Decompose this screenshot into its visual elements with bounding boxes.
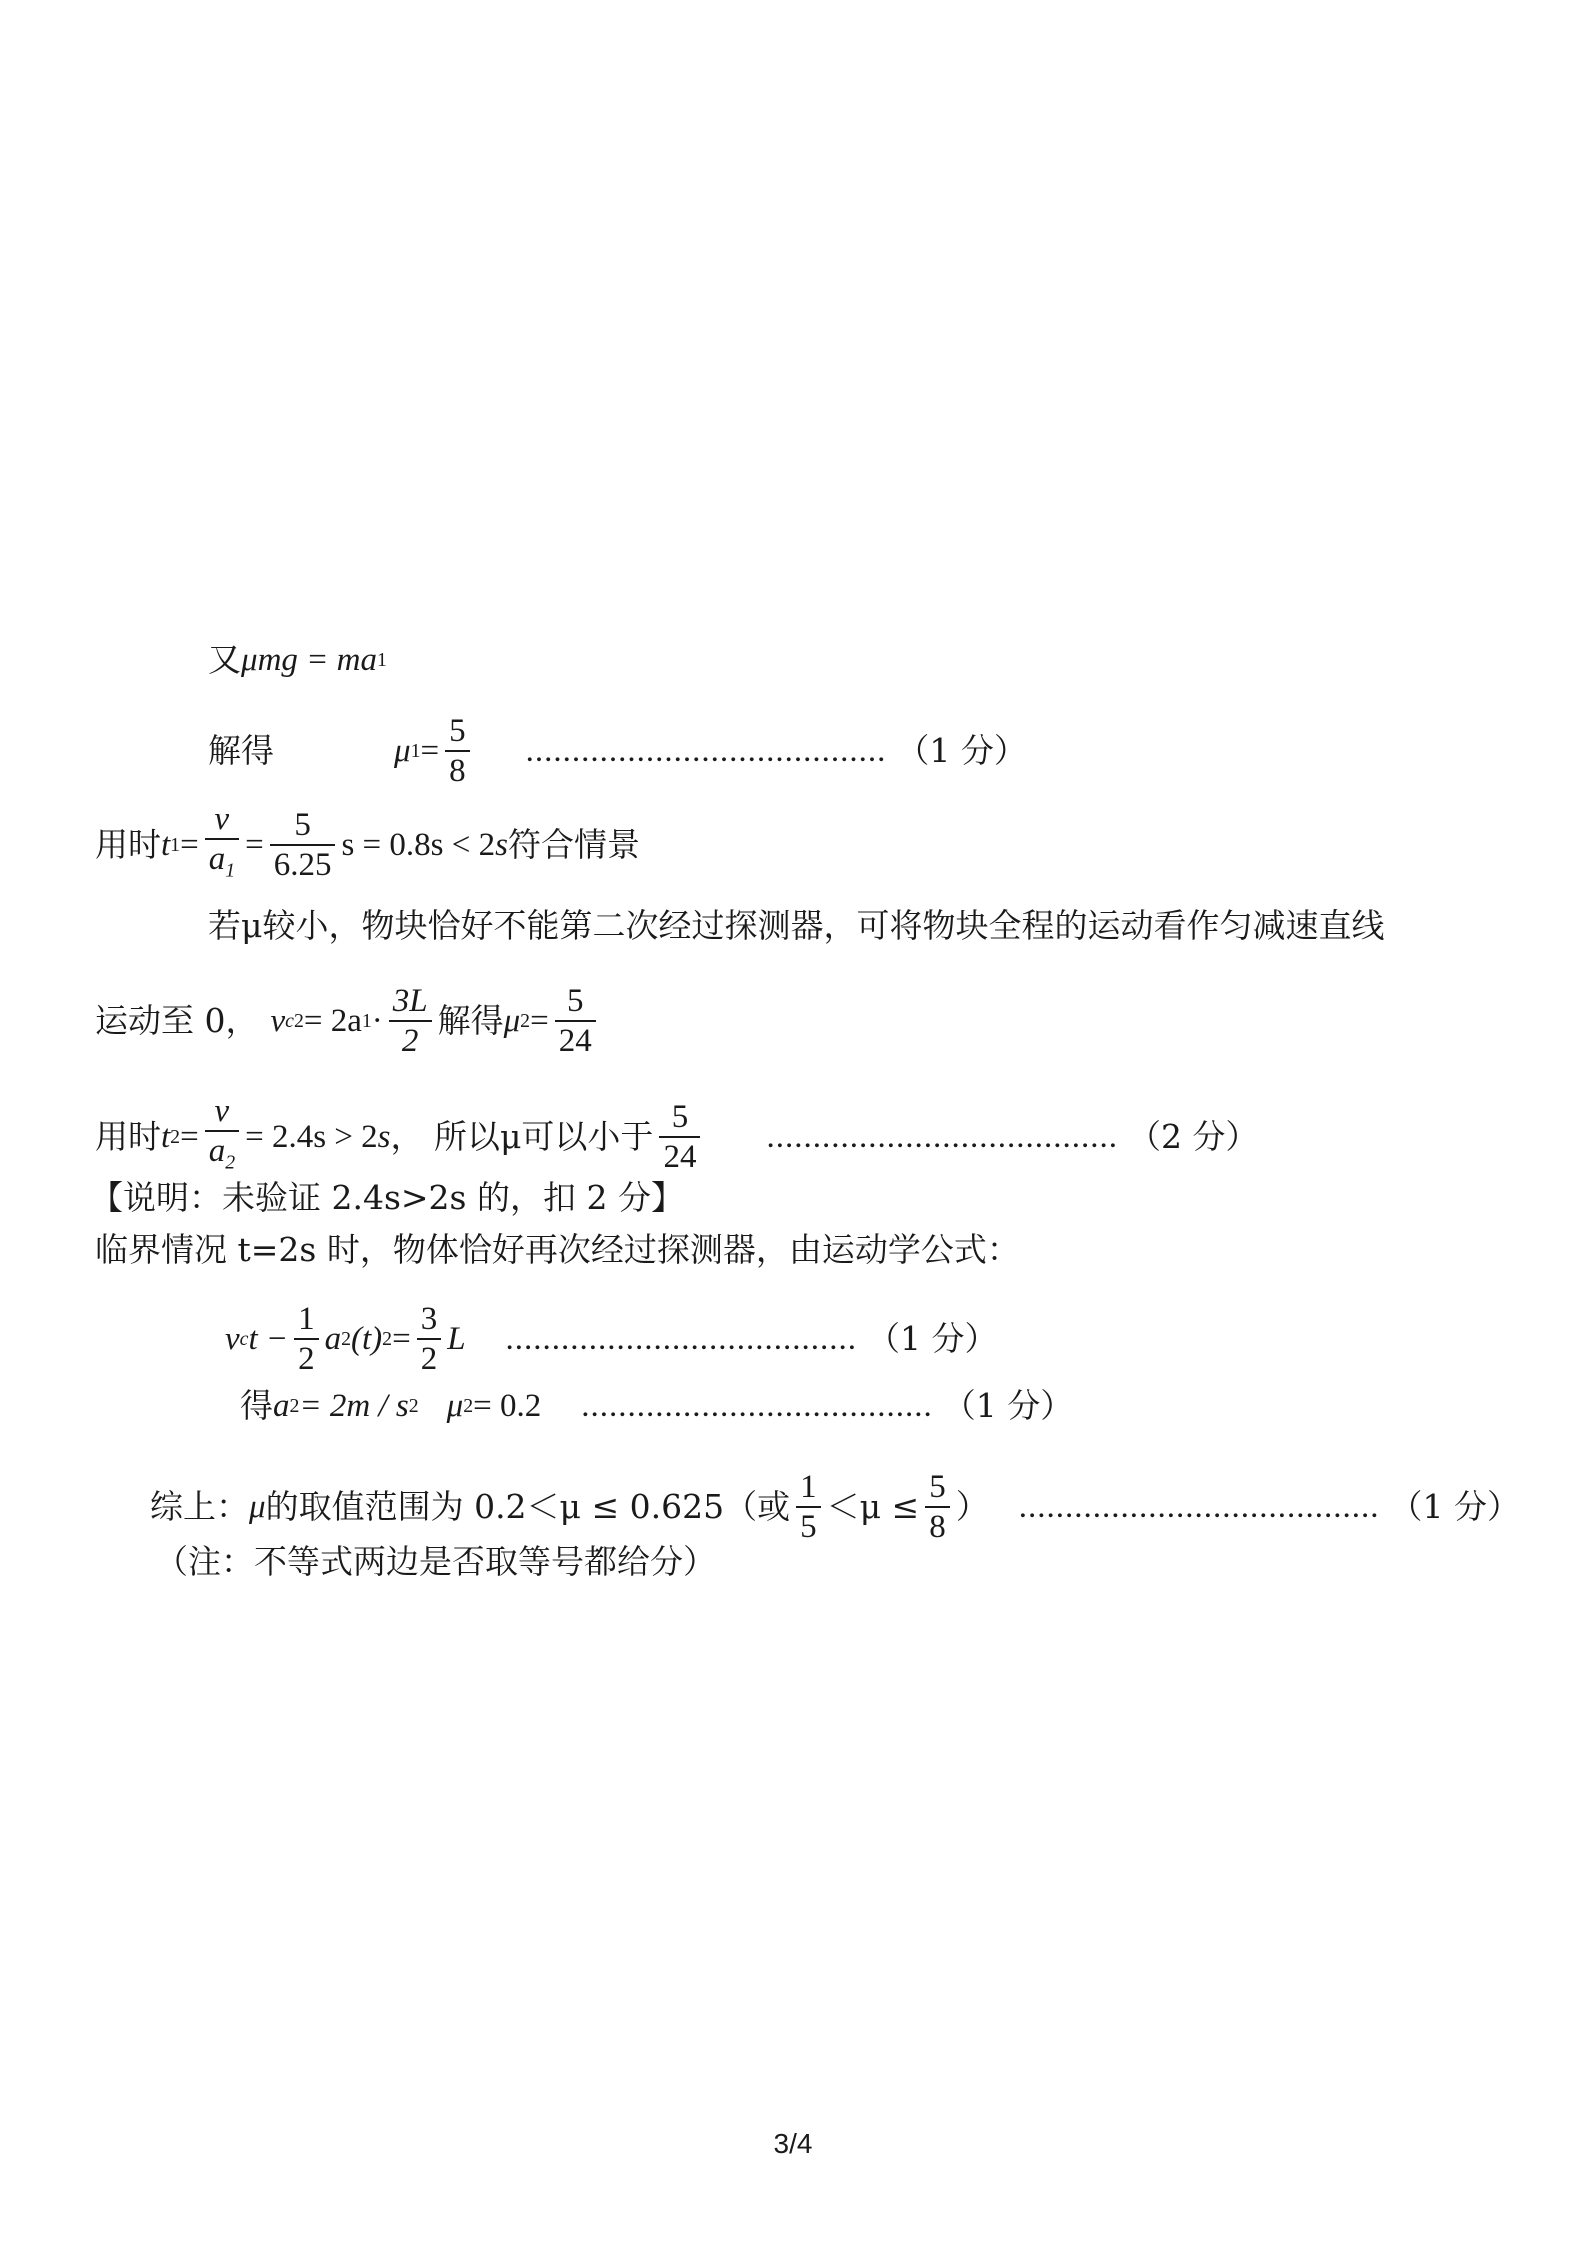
equals: = bbox=[245, 826, 264, 863]
result: = 2.4s > 2 bbox=[245, 1118, 378, 1155]
leader-dots: ....................................... bbox=[1018, 1489, 1380, 1525]
den-sub: 2 bbox=[225, 1151, 236, 1174]
text-prefix: 又 bbox=[208, 640, 241, 679]
text-prefix: 运动至 0， bbox=[95, 1001, 259, 1040]
line-critical-case bbox=[95, 1230, 1020, 1270]
line-summary-range bbox=[150, 1468, 1520, 1546]
var-t: t bbox=[161, 1118, 171, 1155]
text-range: 的取值范围为 0.2＜μ ≤ 0.625（或 bbox=[265, 1487, 791, 1526]
denominator: 5 bbox=[800, 1509, 817, 1545]
denominator: 8 bbox=[929, 1509, 946, 1545]
fraction-5-8 bbox=[925, 1468, 950, 1546]
text-ineq: ＜μ ≤ bbox=[826, 1487, 920, 1526]
fraction-v-a1 bbox=[205, 800, 239, 890]
leader-dots: ...................................... bbox=[505, 1321, 858, 1357]
var-mu: μ bbox=[249, 1489, 266, 1525]
equals: = bbox=[180, 826, 199, 863]
unit-s: s bbox=[377, 1118, 391, 1155]
equation: = 2a bbox=[303, 1003, 362, 1039]
sub: 1 bbox=[377, 649, 387, 671]
paren-t: (t) bbox=[351, 1321, 383, 1357]
score-label: （1 分） bbox=[1389, 1487, 1520, 1526]
text-tail: ， 所以μ可以小于 bbox=[390, 1116, 654, 1156]
denominator: a bbox=[208, 1133, 226, 1169]
text-prefix: 综上： bbox=[150, 1487, 249, 1526]
dot: · bbox=[371, 1003, 383, 1039]
value: = 0.2 bbox=[473, 1388, 542, 1424]
unit-s: s bbox=[495, 826, 508, 863]
var-mu: μ bbox=[394, 733, 411, 769]
equals: = bbox=[180, 1118, 199, 1155]
text-close: ） bbox=[955, 1487, 989, 1526]
line-mu-mg-eq bbox=[208, 640, 387, 680]
den-sub: 1 bbox=[225, 859, 236, 882]
numerator: v bbox=[214, 1093, 230, 1129]
numerator: 5 bbox=[671, 1098, 689, 1135]
leader-dots: ...................................... bbox=[581, 1388, 933, 1424]
fraction-5-24 bbox=[555, 982, 596, 1060]
fraction-3-2 bbox=[417, 1300, 442, 1378]
leader-dots: ...................................... bbox=[766, 1118, 1118, 1155]
score-label: （1 分） bbox=[896, 731, 1027, 770]
fraction-1-5 bbox=[796, 1468, 821, 1546]
line-decel-to-zero bbox=[95, 982, 602, 1060]
line-time-t2 bbox=[95, 1092, 1258, 1182]
formula: μmg = ma bbox=[241, 642, 377, 678]
sub: 1 bbox=[170, 833, 181, 856]
fraction-5-625 bbox=[270, 806, 336, 884]
var-v: v bbox=[225, 1321, 240, 1357]
sub: 2 bbox=[463, 1395, 474, 1417]
line-kinematic-eq bbox=[225, 1300, 998, 1378]
line-footnote bbox=[155, 1542, 716, 1582]
line-note-deduct bbox=[90, 1178, 684, 1218]
sub-c: c bbox=[285, 1010, 294, 1032]
var-a: a bbox=[324, 1321, 342, 1357]
text-prefix: 得 bbox=[240, 1386, 273, 1425]
fraction-v-a2 bbox=[205, 1092, 239, 1182]
denominator: 2 bbox=[420, 1341, 438, 1377]
denominator: a bbox=[208, 841, 226, 877]
var-L: L bbox=[447, 1321, 466, 1357]
sub: 1 bbox=[410, 740, 421, 762]
var-t: t bbox=[161, 826, 171, 863]
score-label: （1 分） bbox=[867, 1319, 998, 1358]
fraction bbox=[445, 712, 470, 790]
numerator: 5 bbox=[566, 983, 584, 1019]
text: 临界情况 t=2s 时，物体恰好再次经过探测器，由运动学公式： bbox=[95, 1230, 1020, 1269]
page-number: 3/4 bbox=[773, 2128, 813, 2159]
leader-dots: ....................................... bbox=[525, 733, 887, 769]
score-label: （2 分） bbox=[1127, 1116, 1259, 1156]
denominator: 6.25 bbox=[273, 846, 332, 883]
line-small-mu-case bbox=[208, 906, 1384, 946]
text: 若μ较小，物块恰好不能第二次经过探测器，可将物块全程的运动看作匀减速直线 bbox=[208, 906, 1385, 945]
numerator: 5 bbox=[929, 1469, 946, 1505]
var-mu: μ bbox=[503, 1003, 521, 1039]
equals: = bbox=[420, 733, 440, 769]
text-prefix: 用时 bbox=[95, 1116, 161, 1156]
sub: 2 bbox=[289, 1395, 300, 1417]
text: 【说明：未验证 2.4s>2s 的，扣 2 分】 bbox=[90, 1178, 684, 1217]
text-solve: 解得 bbox=[437, 1001, 504, 1040]
equals: = bbox=[392, 1321, 411, 1357]
numerator: 3 bbox=[420, 1301, 438, 1337]
line-time-t1 bbox=[95, 800, 640, 890]
sub: 1 bbox=[361, 1010, 372, 1032]
denominator: 2 bbox=[401, 1023, 419, 1059]
text-tail: 符合情景 bbox=[507, 824, 640, 864]
text-prefix: 解得 bbox=[208, 731, 274, 770]
var-v: v bbox=[270, 1003, 286, 1039]
numerator: 1 bbox=[800, 1469, 817, 1505]
fraction-3L-2 bbox=[389, 982, 432, 1060]
var-mu: μ bbox=[446, 1388, 464, 1424]
sub: 2 bbox=[520, 1010, 531, 1032]
denominator: 2 bbox=[298, 1341, 315, 1377]
fraction-5-24 bbox=[659, 1098, 700, 1176]
sub: 2 bbox=[170, 1125, 181, 1148]
text-prefix: 用时 bbox=[95, 824, 161, 864]
line-result-a2 bbox=[240, 1386, 1073, 1426]
equals: = bbox=[530, 1003, 549, 1039]
sub: 2 bbox=[341, 1328, 352, 1350]
line-solve-mu1 bbox=[208, 712, 1027, 790]
sub-c: c bbox=[239, 1328, 249, 1350]
denominator: 24 bbox=[663, 1138, 697, 1175]
var-a: a bbox=[273, 1388, 290, 1424]
sup-2: 2 bbox=[293, 1010, 304, 1032]
equation: = 2m / s bbox=[299, 1388, 409, 1424]
sup-2: 2 bbox=[408, 1395, 419, 1417]
denominator: 24 bbox=[558, 1023, 592, 1059]
numerator: v bbox=[214, 801, 230, 837]
numerator: 5 bbox=[294, 806, 311, 843]
numerator: 5 bbox=[449, 713, 466, 749]
score-label: （1 分） bbox=[942, 1386, 1074, 1425]
numerator: 3L bbox=[392, 983, 428, 1019]
text: （注：不等式两边是否取等号都给分） bbox=[155, 1542, 716, 1581]
numerator: 1 bbox=[298, 1301, 315, 1337]
var-t: t − bbox=[248, 1321, 289, 1357]
denominator: 8 bbox=[449, 753, 466, 789]
result: s = 0.8s < 2 bbox=[341, 826, 496, 863]
fraction-1-2 bbox=[294, 1300, 319, 1378]
sup-2: 2 bbox=[382, 1328, 393, 1350]
